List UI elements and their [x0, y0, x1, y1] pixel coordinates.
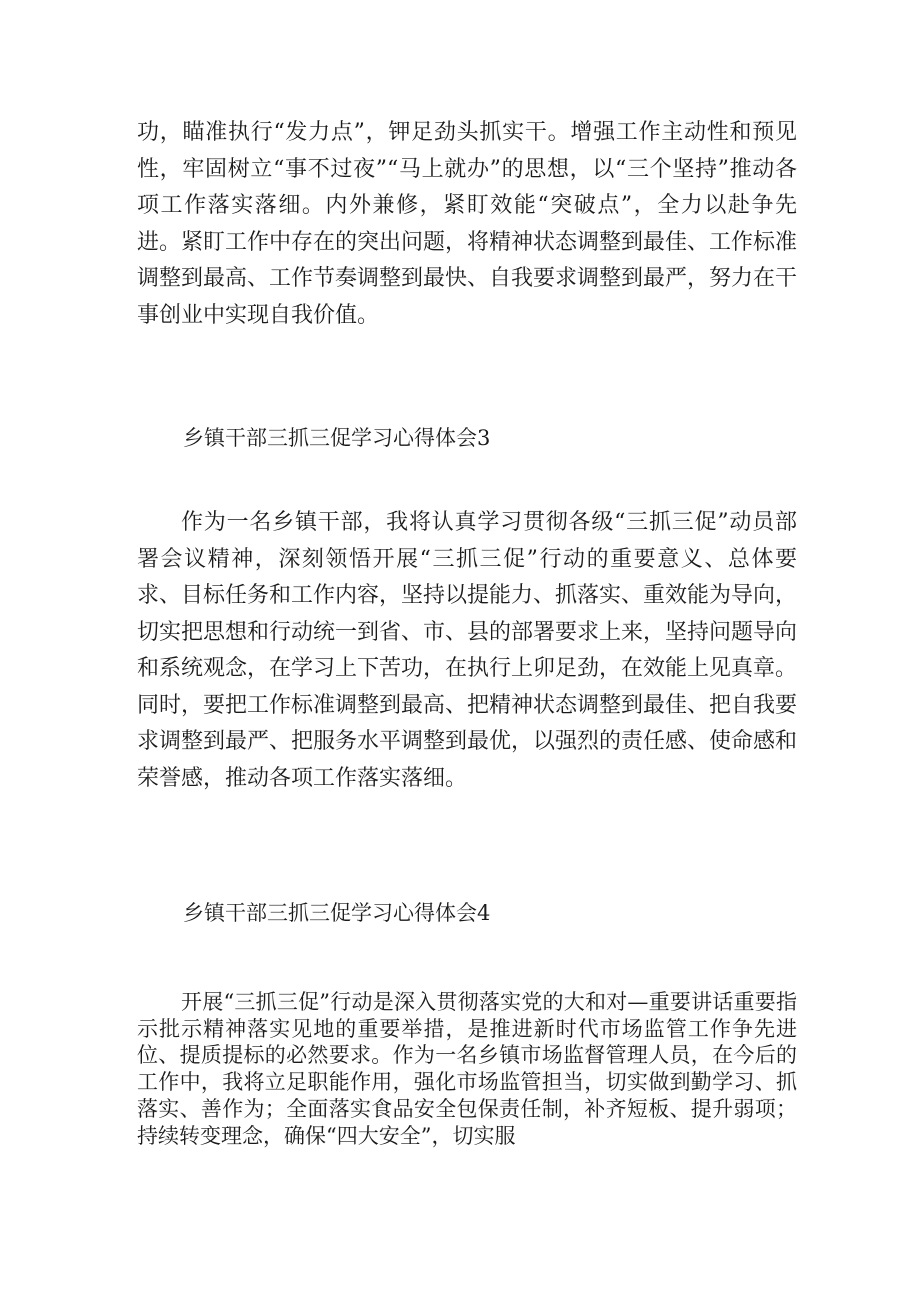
paragraph-3: 作为一名乡镇干部，我将认真学习贯彻各级“三抓三促”动员部署会议精神，深刻领悟开展“三抓三促”行动的重要意义、总体要求、目标任务和工作内容，坚持以提能力、抓落实、重效能为导向，切实把思想和行动统一到省、市、县的部署要求上来，坚持问题导向和系统观念，在学习上下苦功，在执行上卯足劲，在效能上见真章。同时，要把工作标准调整到最高、把精神状态调整到最佳、把自我要求调整到最严、把服务水平调整到最优，以强烈的责任感、使命感和荣誉感，推动各项工作落实落细。: [137, 510, 798, 791]
paragraph-3-block: [137, 505, 797, 797]
paragraph-continued-block: [137, 115, 797, 334]
paragraph-4: 开展“三抓三促”行动是深入贯彻落实党的大和对—重要讲话重要指示批示精神落实见地的重要举措，是推进新时代市场监管工作争先进位、提质提标的必然要求。作为一名乡镇市场监督管理人员，在今后的工作中，我将立足职能作用，强化市场监管担当，切实做到勤学习、抓落实、善作为；全面落实食品安全包保责任制，补齐短板、提升弱项；持续转变理念，确保“四大安全”，切实服: [137, 990, 797, 1148]
paragraph-continued: 功，瞄准执行“发力点”，钾足劲头抓实干。增强工作主动性和预见性，牢固树立“事不过夜”“马上就办”的思想，以“三个坚持”推动各项工作落实落细。内外兼修，紧盯效能“突破点”，全力以赴争先进。紧盯工作中存在的突出问题，将精神状态调整到最佳、工作标准调整到最高、工作节奏调整到最快、自我要求调整到最严，努力在干事创业中实现自我价值。: [137, 120, 798, 328]
section-heading-4: 乡镇干部三抓三促学习心得体会4: [183, 901, 491, 925]
paragraph-4-block: [137, 989, 797, 1149]
section-heading-3: 乡镇干部三抓三促学习心得体会3: [183, 426, 491, 450]
